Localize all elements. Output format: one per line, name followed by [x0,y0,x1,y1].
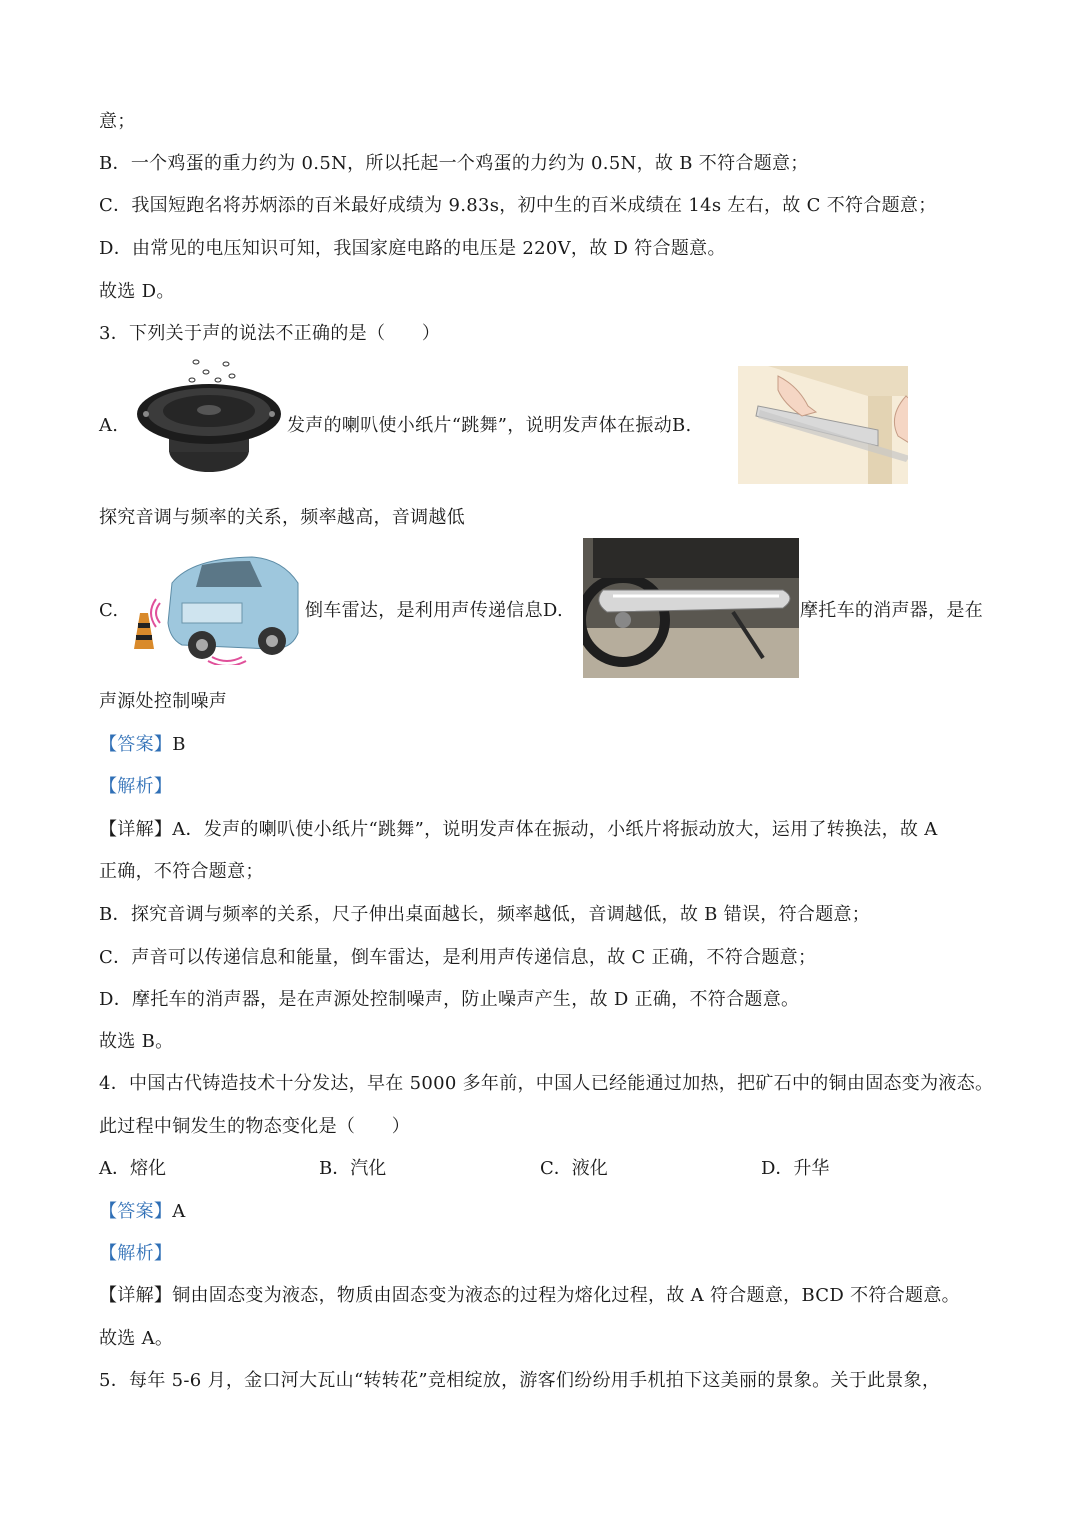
ruler-table-icon [738,366,908,484]
option-a-text: 发声的喇叭使小纸片“跳舞”，说明发声体在振动B. [287,415,692,436]
question-4-line-1: 4．中国古代铸造技术十分发达，早在 5000 多年前，中国人已经能通过加热，把矿石中的铜由固态变为液态。 [99,1073,994,1094]
analysis-tag: 【解析】 [99,1243,173,1264]
analysis-tag: 【解析】 [99,776,173,797]
text-line: 故选 D。 [99,281,175,302]
answer-value: B [172,734,186,755]
detail-3-line-6: 故选 B。 [99,1031,174,1052]
option-d-text: 摩托车的消声器，是在 [800,600,983,621]
text-line: C．我国短跑名将苏炳添的百米最好成绩为 9.83s，初中生的百米成绩在 14s 左右，故 C 不符合题意； [99,195,937,216]
question-5: 5．每年 5-6 月，金口河大瓦山“转转花”竞相绽放，游客们纷纷用手机拍下这美丽的景象。关于此景象， [99,1370,941,1391]
option-c-label: C. [99,600,119,621]
question-4-line-2: 此过程中铜发生的物态变化是（ ） [99,1116,411,1137]
detail-3-line-4: C．声音可以传递信息和能量，倒车雷达，是利用声传递信息，故 C 正确，不符合题意； [99,947,817,968]
detail-3-line-5: D．摩托车的消声器，是在声源处控制噪声，防止噪声产生，故 D 正确，不符合题意。 [99,989,800,1010]
q4-option-a: A．熔化 [99,1158,166,1179]
option-b-text: 探究音调与频率的关系，频率越高，音调越低 [99,507,465,528]
q4-option-d: D．升华 [761,1158,830,1179]
detail-tag: 【详解】 [99,819,173,840]
detail-4-line-1 [99,1284,960,1308]
motorcycle-muffler-icon [583,538,799,678]
detail-3-line-3: B．探究音调与频率的关系，尺子伸出桌面越长，频率越低，音调越低，故 B 错误，符合题意； [99,904,871,925]
option-c-text: 倒车雷达，是利用声传递信息D. [305,600,564,621]
option-a-label: A. [99,415,119,436]
text-line: 意； [99,111,136,132]
answer-3 [99,733,186,757]
option-d-text-cont: 声源处控制噪声 [99,691,228,712]
question-3: 3．下列关于声的说法不正确的是（ ） [99,323,441,344]
speaker-icon [134,354,284,482]
car-radar-icon [122,553,302,665]
q4-option-c: C．液化 [540,1158,608,1179]
answer-tag: 【答案】 [99,1201,173,1222]
detail-4-line-2: 故选 A。 [99,1328,174,1349]
detail-3-line-2: 正确，不符合题意； [99,861,264,882]
answer-value: A [172,1201,186,1222]
text-line: B．一个鸡蛋的重力约为 0.5N，所以托起一个鸡蛋的力约为 0.5N，故 B 不符合题意； [99,153,809,174]
answer-tag: 【答案】 [99,734,173,755]
detail-tag: 【详解】 [99,1285,173,1306]
detail-text: 铜由固态变为液态，物质由固态变为液态的过程为熔化过程，故 A 符合题意，BCD 不符合题意。 [172,1285,960,1306]
detail-3-line-1 [99,818,938,842]
text-line: D．由常见的电压知识可知，我国家庭电路的电压是 220V，故 D 符合题意。 [99,238,726,259]
detail-text: A．发声的喇叭使小纸片“跳舞”，说明发声体在振动，小纸片将振动放大，运用了转换法，故 A [172,819,938,840]
answer-4 [99,1200,186,1224]
q4-option-b: B．汽化 [319,1158,387,1179]
